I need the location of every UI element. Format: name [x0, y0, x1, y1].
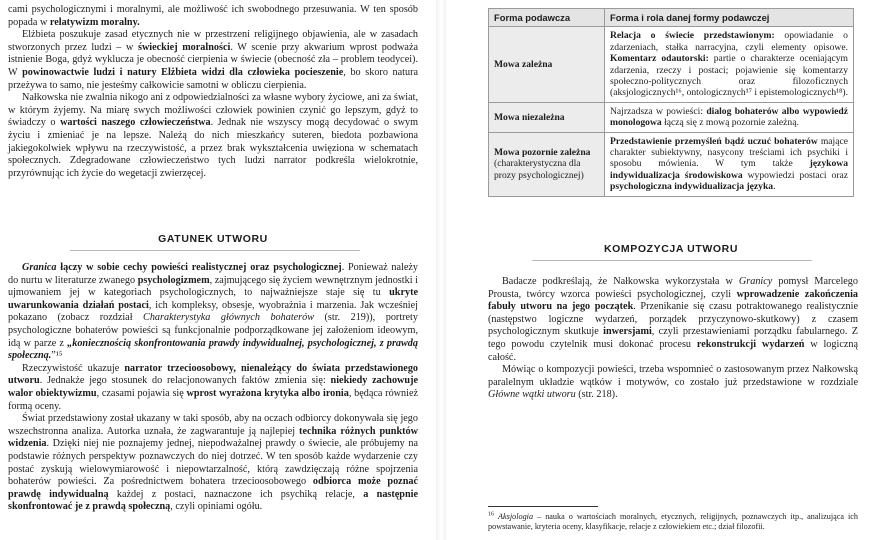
paragraph [8, 29, 418, 92]
bold-text: niekiedy zachowuje walor obiektywizmu [8, 375, 418, 399]
bold-text: świeckiej moralności [137, 41, 231, 53]
left-bottom-text [8, 262, 418, 514]
bold-text: Komentarz odautorski: [610, 53, 709, 65]
footnote-ref: ¹⁷ [745, 87, 752, 99]
italic-text: Aksjologia [498, 512, 534, 521]
italic-text: Charakterystyka głównych bohaterów [143, 312, 315, 324]
text: . Jednak nie wszyscy mogą decydować o swym życiu i zmieniać je na lepsze. Należą do nich mieszkańcy suteren, biedota pozbawiona jakiegokolwiek wpływu na rzeczywistość, a przez brak wykształcenia uwięziona w schematach społecznych. Zdegradowane człowieczeństwo tych ludzi narrator podkreśla wielokrotnie, przyrównując ich życie do wegetacji zwierzęcej. [8, 117, 419, 179]
text: – nauka o wartościach moralnych, etycznych, religijnych, poznawczych itp., analizująca ich powstawanie, kryteria oceny, klasyfikacje, relacje z człowiekiem etc.; dział filozofii. [488, 512, 859, 532]
table-cell-description [605, 102, 854, 132]
text: Elżbieta poszukuje zasad etycznych nie w przestrzeni religijnego objawienia, ale w zasadach stworzonych przez ludzi – w [8, 29, 418, 53]
text: (str. 218). [575, 389, 618, 401]
footnote-rule [488, 506, 598, 507]
bold-text: rekonstrukcji wydarzeń [696, 338, 805, 350]
bold-text: a następnie skonfrontować je z prawdą społeczną [8, 488, 418, 513]
text: Nałkowska nie zwalnia nikogo ani z odpowiedzialności za własne wybory życiowe, ani za świat, w którym żyjemy. Na miarę swych możliwości człowiek powinien czynić go lepszym, gdyż to świadczy o [8, 92, 418, 129]
text: . [773, 181, 776, 193]
bold-text: wprowadzenie zakończenia fabuły utworu na jego początek [488, 288, 858, 313]
form-label: Mowa zależna [494, 58, 553, 70]
text: w logiczną całość. [488, 338, 858, 363]
form-label: Mowa pozornie zależna [494, 147, 591, 159]
bold-italic-text: Granica [22, 262, 57, 273]
text: Najrzadsza w powieści: [610, 105, 707, 117]
table-header-cell: Forma i rola danej formy podawczej [605, 9, 854, 27]
text: . Jednakże jego stosunek do relacjonowanych faktów zmienia się: [39, 375, 331, 387]
paragraph [8, 92, 418, 180]
table-cell-form [489, 27, 605, 102]
form-label: Mowa niezależna [494, 111, 565, 123]
bold-text: Relacja o świecie przedstawionym: [610, 30, 775, 42]
text: pomysł Marcelego Prousta, twórcy wzorca powieści psychologicznej, czyli [488, 276, 858, 300]
text: mające charakter subiektywny, nasycony treściami ich psychiki i sposobu mówienia. W tym także [610, 135, 848, 170]
text: . Dzięki niej nie poznajemy jednej, niepodważalnej prawdy o świecie, ale próbujemy na podstawie różnych perspektyw poznawczych do niej dotrzeć. W ten sposób każde wydarzenie czy postać zyskują wielowymiarowość i niepowtarzalność, którą zawdzięczają różne spojrzenia bohaterów powieści. Za pośrednictwem bohatera trzecioosobowego [8, 438, 418, 488]
bold-text: psychologizmem [137, 274, 210, 286]
table-header-row [489, 9, 854, 27]
bold-text: dialog bohaterów albo wypowiedź monologowa [610, 105, 848, 129]
footnote [488, 512, 858, 532]
page-gutter [436, 0, 446, 540]
bold-text: wartości naszego człowieczeństwa [60, 117, 211, 129]
table-row [489, 132, 854, 196]
table-cell-description [605, 27, 854, 102]
bold-text: powinowactwie ludzi i natury Elżbieta widzi dla człowieka pocieszenie [22, 66, 344, 78]
paragraph [8, 262, 418, 363]
text: łączą się z mową pozornie zależną. [661, 117, 799, 129]
table-row [489, 102, 854, 132]
bold-text: ukryte uwarunkowania działań postaci [8, 287, 418, 311]
text: Mówiąc o kompozycji powieści, trzeba wspomnieć o zastosowanym przez Nałkowską paralelnym układzie wątków i motywów, co zostało już przedstawione w rozdziale [488, 364, 858, 388]
paragraph [8, 363, 418, 413]
text: ”¹⁵ [51, 350, 63, 362]
heading-rule [532, 260, 812, 261]
text: partie o charakterze oceniającym zdarzenia, rzeczy i postaci; pojawienie się komentarzy społeczno-politycznych oraz filozoficznych (aksjologicznych [610, 53, 848, 99]
paragraph [488, 364, 858, 402]
bold-text: odbiorca może poznać prawdę indywidualną [8, 476, 418, 500]
right-page [452, 0, 880, 540]
bold-text: łączy w sobie cechy powieści realistycznej oraz psychologicznej [56, 262, 342, 273]
text: Świat przedstawiony został ukazany w taki sposób, aby na oczach odbiorcy dokonywała się jego wszechstronna analiza. Autorka uznała, że zagwarantuje ją najlepiej [8, 413, 418, 437]
bold-text: językowa indywidualizacja środowiskowa [610, 158, 848, 181]
footnote-ref: ¹⁶ [675, 87, 682, 99]
text: . Przenikanie się czasu potraktowanego realistycznie (następstwo logiczne wydarzeń, porządek przyczynowo-skutkowy) z czasem psychologicznym skutkuje [488, 301, 859, 338]
text: , będąca również formą oceny. [8, 387, 418, 412]
bold-text: psychologiczna indywidualizacja języka [610, 181, 774, 193]
text: , czyli przestawieniami porządku fabularnego. Z tego powodu czytelnik musi dokonać procesu [488, 326, 858, 350]
table-row [489, 27, 854, 102]
text: (str. 219)), portrety psychologiczne bohaterów powieści są funkcjonalnie podporządkowane jej założeniom ideowym, idą w parze z [8, 312, 418, 349]
section-heading: KOMPOZYCJA UTWORU [603, 243, 739, 255]
text: każdej z postaci, naznaczone ich psychiką relacje, [108, 488, 364, 500]
text: Rzeczywistość ukazuje [22, 362, 125, 374]
bold-text: Przedstawienie przemyśleń bądź uczuć bohaterów [610, 135, 818, 147]
paragraph [8, 4, 418, 29]
left-page [0, 0, 430, 540]
text: wypowiedzi postaci oraz [742, 169, 848, 181]
text: i epistemologicznych [751, 87, 837, 99]
bold-italic-text: „koniecznością skonfrontowania prawdy indywidualnej, psychologicznej, z prawdą społeczną. [8, 337, 418, 362]
text: . W scenie przy akwarium wprost podważa istnienie Boga, gdyż wyklucza je obecność cierpienia w świecie (obecność zła – problem teodycei). W [8, 41, 418, 78]
text: Badacze podkreślają, że Nałkowska wykorzystała w [502, 276, 739, 287]
form-sublabel: (charakterystyczna dla prozy psychologicznej) [494, 158, 584, 181]
paragraph [488, 276, 858, 364]
bold-text: wprost wyrażona krytyka albo ironia [186, 387, 349, 399]
section-heading: GATUNEK UTWORU [158, 233, 268, 245]
text: opowiadanie o zdarzeniach, stałka narracyjna, czyli elementy opisowe. [610, 30, 848, 53]
text: , zajmującego się życiem wewnętrznym jednostki i ujmowaniem jej w kategoriach psychologicznych, to najważniejsze staje się tu [8, 274, 418, 299]
bold-text: relatywizm moralny. [49, 16, 140, 28]
bold-text: inwersjami [603, 326, 652, 338]
bold-text: narrator trzecioosobowy, nienależący do świata przedstawionego utworu [8, 362, 419, 387]
right-body-text [488, 276, 858, 402]
table-header-cell: Forma podawcza [489, 9, 605, 27]
table-cell-description [605, 132, 854, 196]
heading-rule [70, 250, 360, 251]
text: , ich kompleksy, obsesje, wyobrażnia i marzenia. Jak wcześniej pokazano (zobacz rozdział [8, 299, 418, 324]
footnote-number: 16 [488, 511, 494, 518]
footnote-ref: ¹⁸ [836, 87, 843, 99]
italic-text: Główne wątki utworu [488, 389, 576, 401]
text: cami psychologicznymi i moralnymi, ale możliwość ich swobodnego przesuwania. W ten sposób popada w [8, 4, 418, 28]
paragraph [8, 413, 418, 514]
text: , bo skoro natura przeżywa to samo, nie jesteśmy całkowicie samotni w obliczu cierpienia. [8, 66, 418, 91]
table-cell-form [489, 102, 605, 132]
text: , czasami pojawia się [96, 387, 187, 399]
text: ). [842, 87, 848, 99]
italic-text: Granicy [738, 276, 773, 287]
narration-forms-table [488, 8, 854, 197]
left-top-text [8, 4, 418, 180]
text: . Ponieważ należy do nurtu w literaturze zwanego [8, 262, 418, 286]
text: , czyli opiniami ogółu. [170, 501, 263, 513]
bold-text: technika różnych punktów widzenia [8, 425, 418, 450]
text: , ontologicznych [681, 87, 746, 99]
table-cell-form [489, 132, 605, 196]
